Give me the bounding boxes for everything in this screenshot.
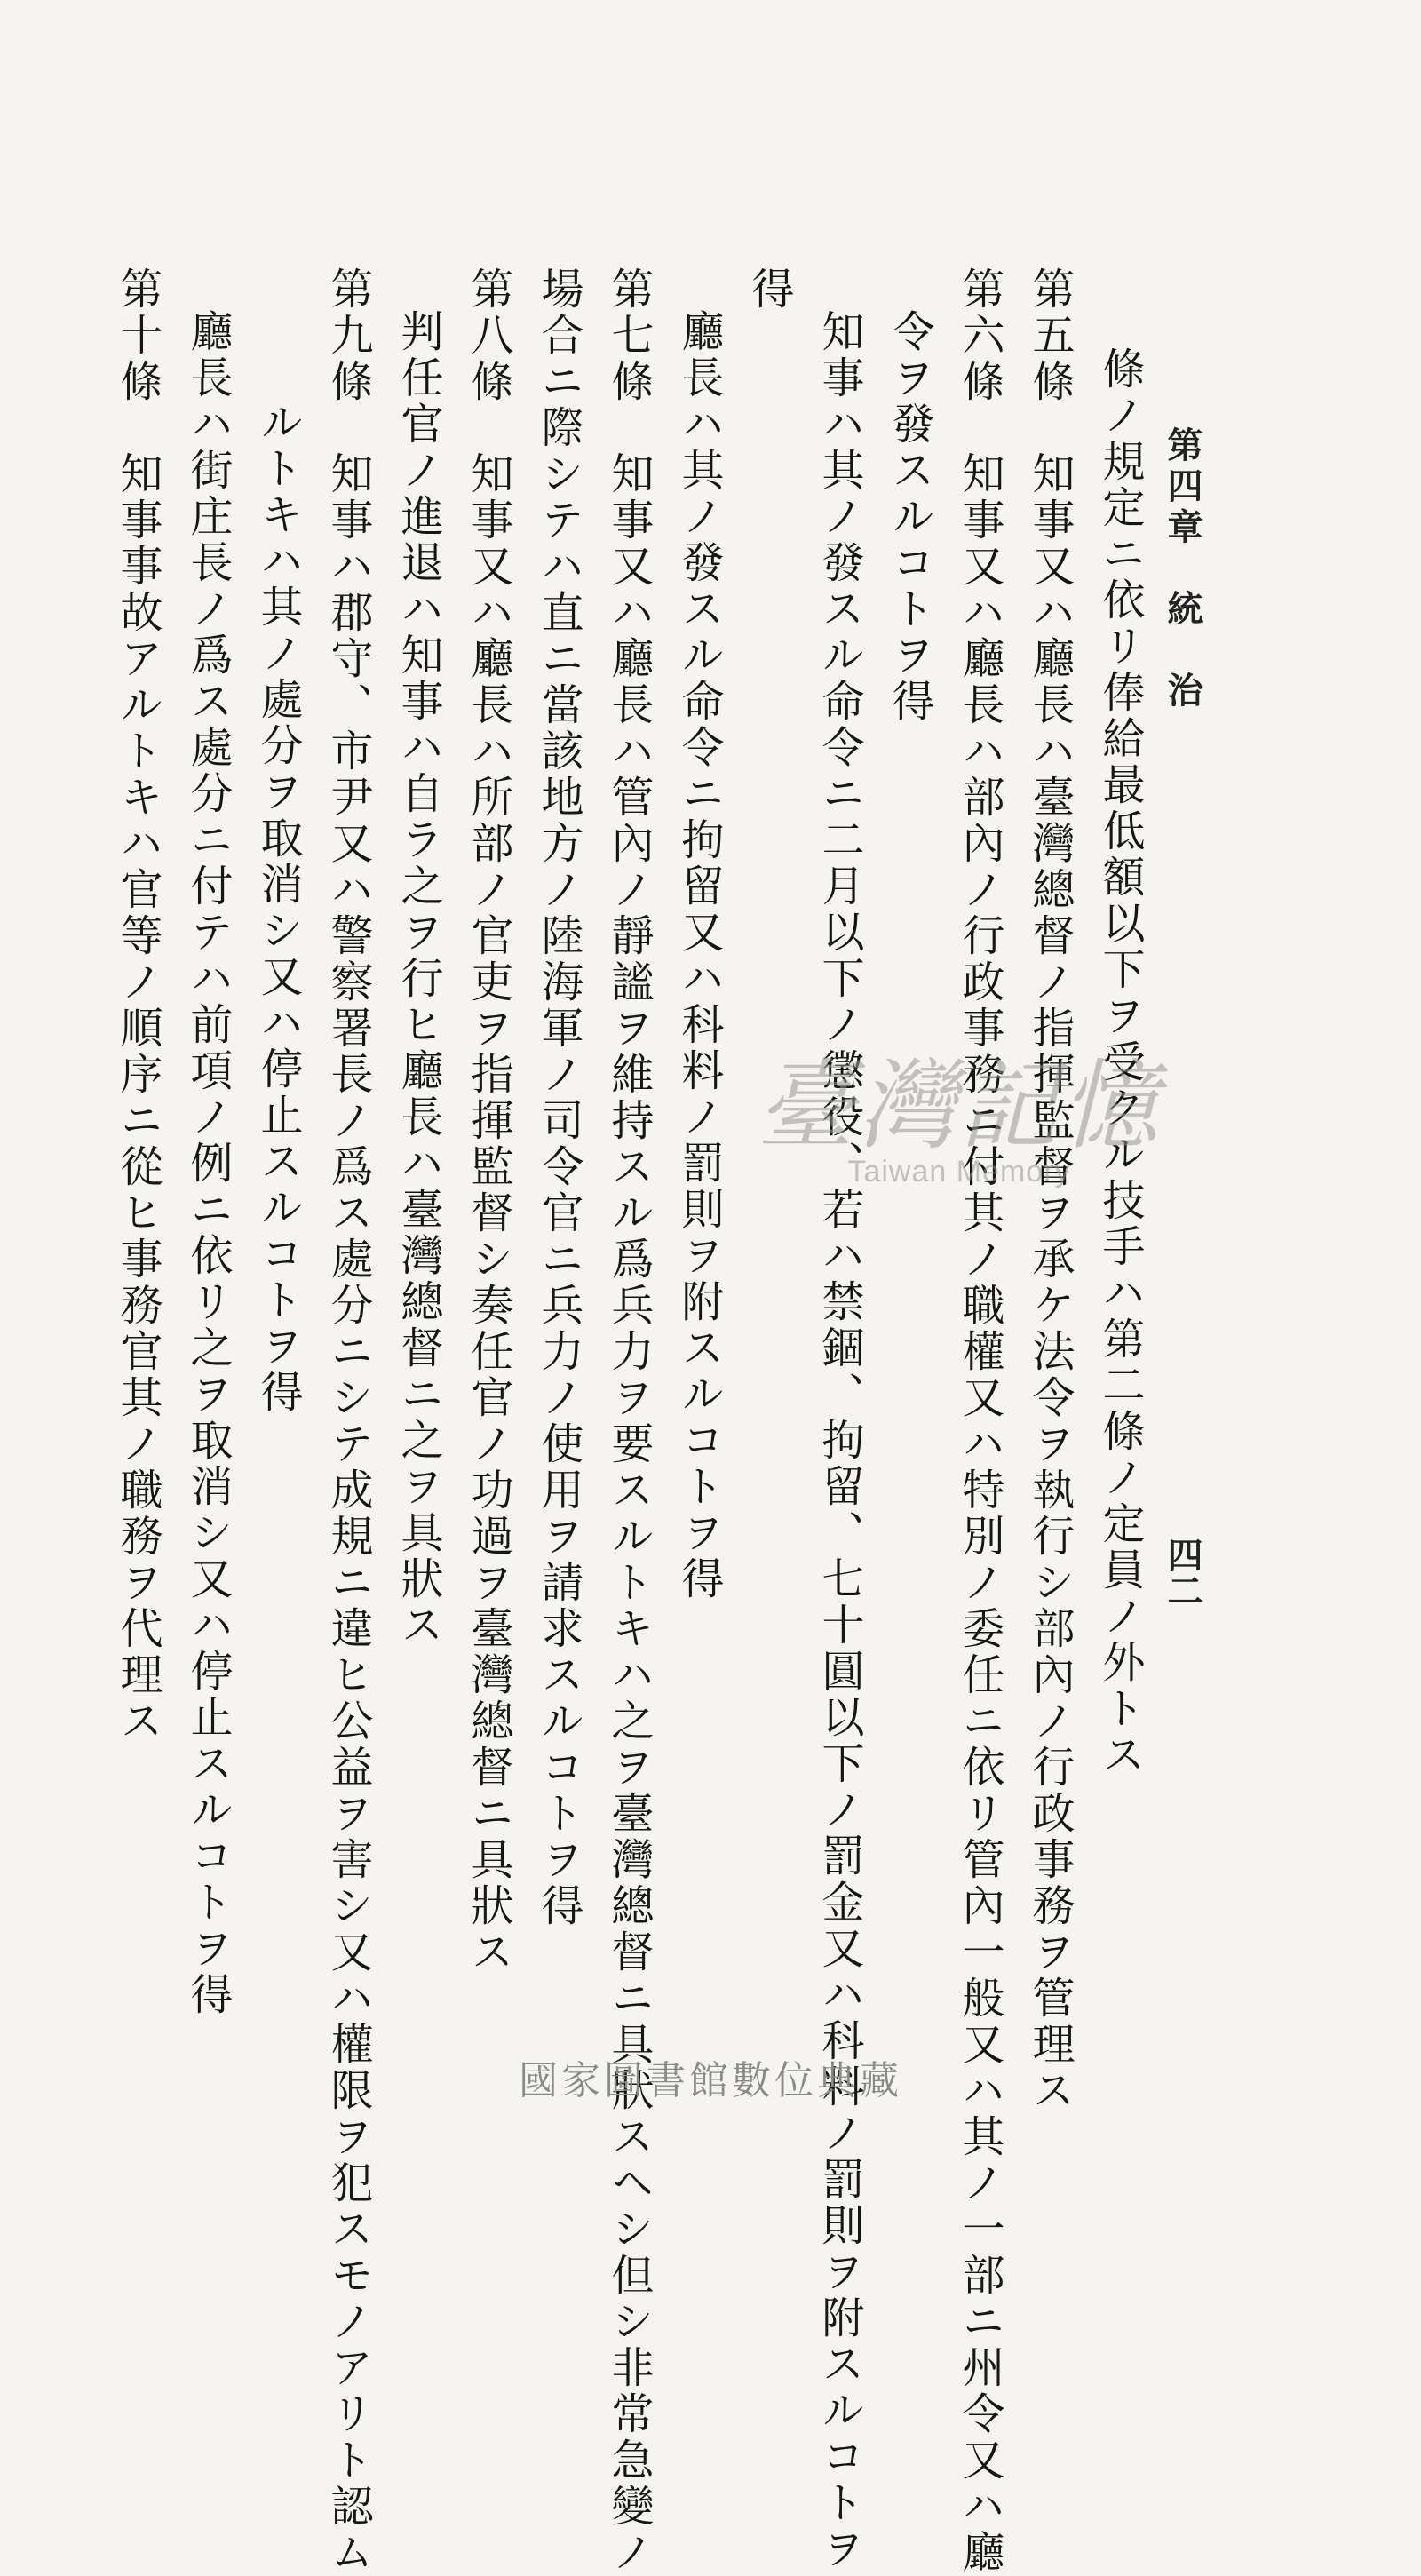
text-line: 得 [744,266,794,313]
footer-credit: 國家圖書館數位典藏 [519,2058,902,2103]
watermark-subtitle: Taiwan Memory [847,1155,1071,1189]
article-9-line: 第九條 知事ハ郡守、市尹又ハ警察署長ノ爲ス處分ニシテ成規ニ違ヒ公益ヲ害シ又ハ權限ヲ犯スモノアリト認ム [323,266,373,2576]
article-8-line: 第八條 知事又ハ廳長ハ所部ノ官吏ヲ指揮監督シ奏任官ノ功過ヲ臺灣總督ニ具狀ス [464,266,513,1976]
text-line: 判任官ノ進退ハ知事ハ自ラ之ヲ行ヒ廳長ハ臺灣總督ニ之ヲ具狀ス [393,309,443,1649]
taiwan-memory-watermark [710,1048,1208,1226]
text-line: ルトキハ其ノ處分ヲ取消シ又ハ停止スルコトヲ得 [253,400,303,1416]
text-line: 廳長ハ其ノ發スル命令ニ拘留又ハ科料ノ罰則ヲ附スルコトヲ得 [674,309,724,1602]
text-line: 知事ハ其ノ發スル命令ニ二月以下ノ懲役、若ハ禁錮、拘留、七十圓以下ノ罰金又ハ科料ノ罰則ヲ附スルコトヲ [814,309,864,2572]
article-7-line: 第七條 知事又ハ廳長ハ管內ノ靜謐ヲ維持スル爲兵力ヲ要スルトキハ之ヲ臺灣總督ニ具狀スヘシ但シ非常急變ノ [604,266,654,2576]
article-10-line: 第十條 知事事故アルトキハ官等ノ順序ニ從ヒ事務官其ノ職務ヲ代理ス [113,266,163,1745]
article-5-line: 第五條 知事又ハ廳長ハ臺灣總督ノ指揮監督ヲ承ケ法令ヲ執行シ部內ノ行政事務ヲ管理ス [1025,266,1075,2114]
text-line: 場合ニ際シテハ直ニ當該地方ノ陸海軍ノ司令官ニ兵力ノ使用ヲ請求スルコトヲ得 [534,266,583,1929]
watermark-title: 臺灣記憶 [757,1049,1162,1163]
running-head: 第四章 統 治 [1162,426,1203,712]
text-line: 廳長ハ街庄長ノ爲ス處分ニ付テハ前項ノ例ニ依リ之ヲ取消シ又ハ停止スルコトヲ得 [183,309,233,2018]
page-number: 四二 [1162,1537,1203,1608]
text-line: 條ノ規定ニ依リ俸給最低額以下ヲ受クル技手ハ第二條ノ定員ノ外トス [1095,346,1145,1778]
text-line: 令ヲ發スルコトヲ得 [885,309,934,725]
article-6-line: 第六條 知事又ハ廳長ハ部內ノ行政事務ニ付其ノ職權又ハ特別ノ委任ニ依リ管內一般又ハ其ノ一部ニ州令又ハ廳 [955,266,1004,2576]
